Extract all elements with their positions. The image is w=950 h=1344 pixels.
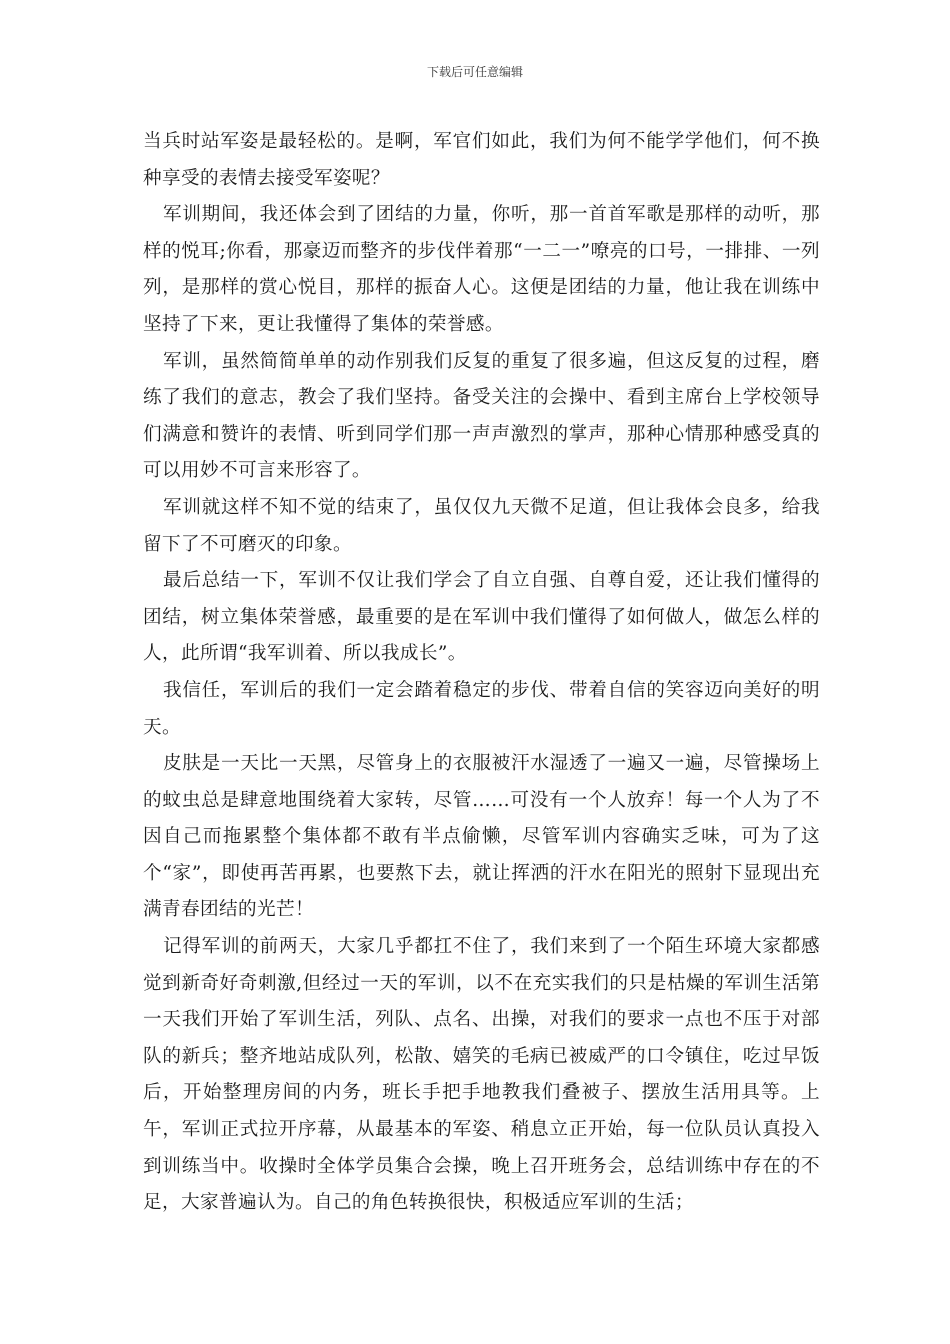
paragraph-2: 军训期间，我还体会到了团结的力量，你听，那一首首军歌是那样的动听，那样的悦耳;你看，那豪迈而整齐的步伐伴着那“一二一”嘹亮的口号，一排排、一列列，是那样的赏心悦目，那样的振奋人心。这便是团结的力量，他让我在训练中坚持了下来，更让我懂得了集体的荣誉感。 [143,204,820,335]
paragraph-1: 当兵时站军姿是最轻松的。是啊，军官们如此，我们为何不能学学他们，何不换种享受的表情去接受军姿呢？ [143,131,820,189]
paragraph-5: 最后总结一下，军训不仅让我们学会了自立自强、自尊自爱，还让我们懂得的团结，树立集体荣誉感，最重要的是在军训中我们懂得了如何做人，做怎么样的人，此所谓“我军训着、所以我成长”。 [143,570,820,665]
paragraph-6: 我信任，军训后的我们一定会踏着稳定的步伐、带着自信的笑容迈向美好的明天。 [143,679,820,738]
document-body [143,124,820,1222]
paragraph-8: 记得军训的前两天，大家几乎都扛不住了，我们来到了一个陌生环境大家都感觉到新奇好奇刺激,但经过一天的军训，以不在充实我们的只是枯燥的军训生活第一天我们开始了军训生活，列队、点名、出操，对我们的要求一点也不压于对部队的新兵；整齐地站成队列，松散、嬉笑的毛病已被威严的口令镇住，吃过早饭后，开始整理房间的内务，班长手把手地教我们叠被子、摆放生活用具等。上午，军训正式拉开序幕，从最基本的军姿、稍息立正开始，每一位队员认真投入到训练当中。收操时全体学员集合会操，晚上召开班务会，总结训练中存在的不足，大家普遍认为。自己的角色转换很快，积极适应军训的生活； [143,936,820,1214]
paragraph-3: 军训，虽然简简单单的动作别我们反复的重复了很多遍，但这反复的过程，磨练了我们的意志，教会了我们坚持。备受关注的会操中、看到主席台上学校领导们满意和赞许的表情、听到同学们那一声声激烈的掌声，那种心情那种感受真的可以用妙不可言来形容了。 [143,350,820,482]
paragraph-7: 皮肤是一天比一天黑，尽管身上的衣服被汗水湿透了一遍又一遍，尽管操场上的蚊虫总是肆意地围绕着大家转，尽管……可没有一个人放弃！每一个人为了不因自己而拖累整个集体都不敢有半点偷懒，尽管军训内容确实乏味，可为了这个“家”，即使再苦再累，也要熬下去，就让挥洒的汗水在阳光的照射下显现出充满青春团结的光芒！ [143,753,820,921]
paragraph-4: 军训就这样不知不觉的结束了，虽仅仅九天微不足道，但让我体会良多，给我留下了不可磨灭的印象。 [143,496,820,555]
page-header: 下载后可任意编辑 [426,65,523,79]
